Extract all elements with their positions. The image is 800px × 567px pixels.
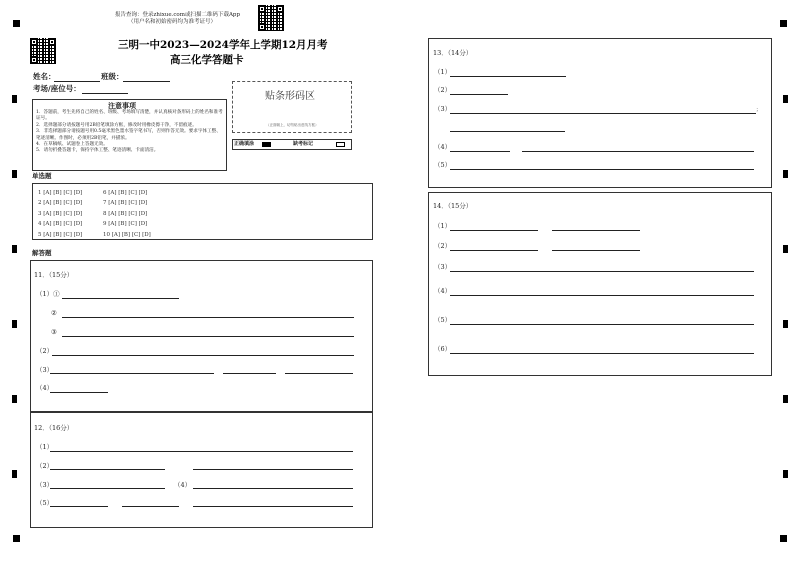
note-item: 4．在草稿纸、试题卷上答题无效。 <box>36 142 108 148</box>
side-mark <box>783 320 788 328</box>
note-item: 3．非选择题部分请按题号用0.5毫米黑色墨水签字笔书写，否则作答无效。要求字体工整、笔迹清晰。作图时，必须用2B铅笔，并描浓。 <box>36 129 221 141</box>
side-mark <box>12 320 17 328</box>
mcq-row[interactable]: 2 [A] [B] [C] [D] <box>38 200 83 207</box>
side-mark <box>12 95 17 103</box>
q12-part3: （3） <box>36 481 54 489</box>
report-notice-sub: （用户名和初始密码均为准考证号） <box>128 19 217 25</box>
q14-part6: （6） <box>434 345 452 353</box>
q11-answer-line[interactable] <box>52 355 354 356</box>
q12-title: 12．（16分） <box>34 424 74 432</box>
q14-part2: （2） <box>434 242 452 250</box>
name-label: 姓名： <box>33 72 56 81</box>
side-mark <box>12 245 17 253</box>
q13-answer-line[interactable] <box>450 169 754 170</box>
q12-answer-line[interactable] <box>50 469 165 470</box>
q14-box <box>428 192 772 376</box>
q12-answer-line[interactable] <box>122 506 179 507</box>
q12-answer-line[interactable] <box>50 451 353 452</box>
q14-answer-line[interactable] <box>450 353 754 354</box>
answers-section-label: 解答题 <box>32 249 52 257</box>
seat-field[interactable] <box>82 93 128 94</box>
q11-title: 11．（15分） <box>34 271 74 279</box>
q13-part5: （5） <box>434 161 452 169</box>
side-mark <box>783 395 788 403</box>
q14-answer-line[interactable] <box>450 230 538 231</box>
q14-title: 14．（15分） <box>433 202 473 210</box>
q14-part5: （5） <box>434 316 452 324</box>
q11-answer-line[interactable] <box>62 317 354 318</box>
qr-code-icon <box>30 38 56 64</box>
qr-code-icon <box>258 5 284 31</box>
mcq-row[interactable]: 8 [A] [B] [C] [D] <box>103 210 148 217</box>
seat-label: 考场/座位号： <box>33 84 81 93</box>
q12-answer-line[interactable] <box>193 469 353 470</box>
correct-fill-label: 正确填涂 <box>234 141 255 147</box>
q11-part1: （1）① <box>36 290 60 298</box>
q12-part5: （5） <box>36 499 54 507</box>
q13-answer-line[interactable] <box>450 131 565 132</box>
mcq-row[interactable]: 5 [A] [B] [C] [D] <box>38 231 83 238</box>
q13-answer-line[interactable] <box>450 151 510 152</box>
q11-answer-line[interactable] <box>50 373 214 374</box>
class-field[interactable] <box>123 81 170 82</box>
q11-part1-2: ② <box>51 309 57 317</box>
alignment-mark <box>780 535 787 542</box>
q12-answer-line[interactable] <box>50 506 108 507</box>
mcq-row[interactable]: 6 [A] [B] [C] [D] <box>103 190 148 196</box>
barcode-title: 贴条形码区 <box>265 91 315 102</box>
alignment-mark <box>13 535 20 542</box>
side-mark <box>783 245 788 253</box>
notes-text <box>36 110 224 155</box>
q14-part1: （1） <box>434 222 452 230</box>
side-mark <box>12 470 17 478</box>
q11-answer-line[interactable] <box>62 298 179 299</box>
q14-part3: （3） <box>434 263 452 271</box>
q12-box <box>30 412 373 528</box>
exam-title: 三明一中2023—2024学年上学期12月月考 <box>118 39 328 51</box>
mcq-row[interactable]: 10 [A] [B] [C] [D] <box>103 231 151 238</box>
note-item: 1．答题前，考生先将自己的姓名、班级、考场填写清楚，并认真核对条形码上的姓名和准考证号。 <box>36 110 223 122</box>
notes-title: 注意事项 <box>108 101 136 110</box>
q13-part4: （4） <box>434 143 452 151</box>
absent-mark-checkbox[interactable] <box>336 142 345 147</box>
mcq-box <box>32 183 373 240</box>
alignment-mark <box>13 20 20 27</box>
q13-part3-tail: ； <box>756 107 762 113</box>
q13-part1: （1） <box>434 68 452 76</box>
mcq-row[interactable]: 9 [A] [B] [C] [D] <box>103 221 148 228</box>
note-item: 5．请勿折叠答题卡，保持字体工整、笔迹清晰、卡面清洁。 <box>36 148 159 154</box>
alignment-mark <box>780 20 787 27</box>
mcq-row[interactable]: 7 [A] [B] [C] [D] <box>103 200 148 207</box>
class-label: 班级： <box>101 72 124 81</box>
mcq-row[interactable]: 1 [A] [B] [C] [D] <box>38 190 83 196</box>
q14-answer-line[interactable] <box>552 230 640 231</box>
q11-part4: （4） <box>36 384 54 392</box>
q11-answer-line[interactable] <box>62 336 354 337</box>
q12-part1: （1） <box>36 443 54 451</box>
sheet-title: 高三化学答题卡 <box>170 54 244 66</box>
q11-answer-line[interactable] <box>223 373 276 374</box>
note-item: 2．选择题部分请按题号用2B铅笔填涂方框，修改时用橡皮擦干净，不留痕迹。 <box>36 122 197 128</box>
q12-answer-line[interactable] <box>50 488 165 489</box>
side-mark <box>12 170 17 178</box>
correct-fill-sample <box>262 142 271 147</box>
q13-title: 13．（14分） <box>433 49 473 57</box>
q13-answer-line[interactable] <box>522 151 754 152</box>
q11-part1-3: ③ <box>51 328 57 336</box>
side-mark <box>783 95 788 103</box>
q11-part2: （2） <box>36 347 54 355</box>
mcq-left-column <box>38 188 82 240</box>
q11-answer-line[interactable] <box>285 373 353 374</box>
q12-answer-line[interactable] <box>193 488 353 489</box>
q13-answer-line[interactable] <box>450 94 508 95</box>
q14-answer-line[interactable] <box>450 295 754 296</box>
side-mark <box>783 470 788 478</box>
q12-part2: （2） <box>36 462 54 470</box>
mcq-row[interactable]: 4 [A] [B] [C] [D] <box>38 221 83 228</box>
side-mark <box>12 395 17 403</box>
q12-part4: （4） <box>174 481 192 489</box>
q14-answer-line[interactable] <box>552 250 640 251</box>
q11-answer-line[interactable] <box>50 392 108 393</box>
q14-answer-line[interactable] <box>450 324 754 325</box>
side-mark <box>783 170 788 178</box>
q13-answer-line[interactable] <box>450 113 756 114</box>
barcode-hint: （正面朝上，切勿贴出虚线方框） <box>266 123 319 127</box>
mcq-section-label: 单选题 <box>32 172 52 180</box>
q13-part3: （3） <box>434 105 452 113</box>
q11-part3: （3） <box>36 366 54 374</box>
q13-answer-line[interactable] <box>450 76 566 77</box>
absent-mark-label: 缺考标记 <box>293 141 314 147</box>
q14-answer-line[interactable] <box>450 250 538 251</box>
name-field[interactable] <box>54 81 100 82</box>
q13-part2: （2） <box>434 86 452 94</box>
q14-answer-line[interactable] <box>450 271 754 272</box>
q14-part4: （4） <box>434 287 452 295</box>
q12-answer-line[interactable] <box>193 506 353 507</box>
report-notice: 报告查询：登录zhixue.com或扫描二维码下载App <box>115 12 240 18</box>
mcq-row[interactable]: 3 [A] [B] [C] [D] <box>38 210 83 217</box>
mcq-right-column <box>103 188 151 240</box>
